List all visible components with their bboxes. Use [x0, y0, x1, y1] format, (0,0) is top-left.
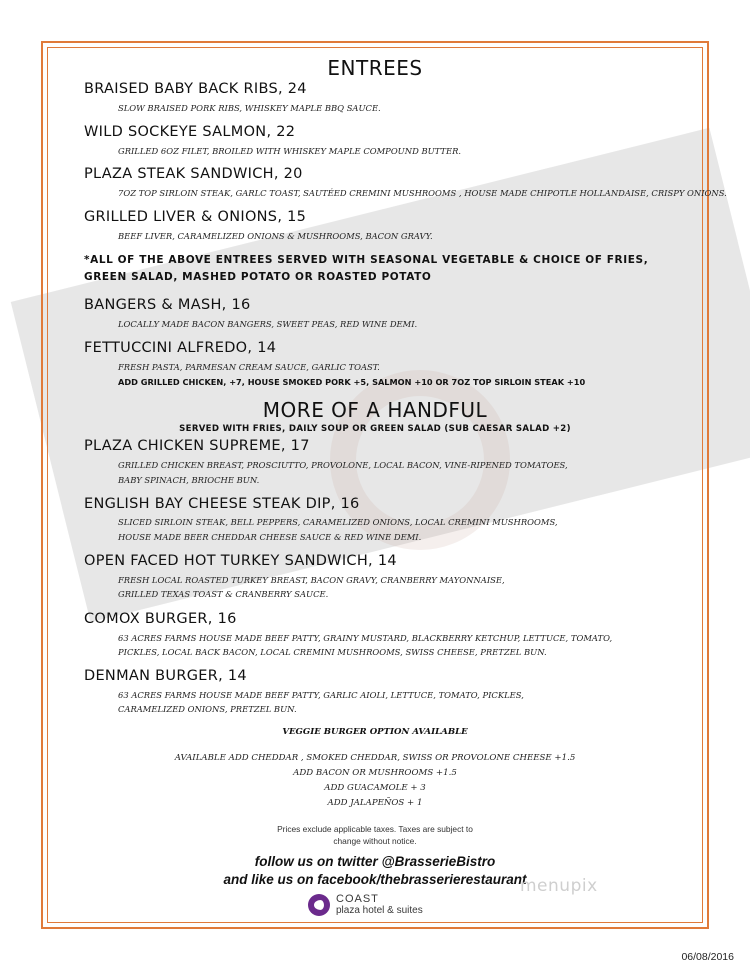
menu-item-title: PLAZA STEAK SANDWICH, 20 [84, 166, 303, 182]
menu-item-desc: 63 ACRES FARMS HOUSE MADE BEEF PATTY, GRAINY MUSTARD, BLACKBERRY KETCHUP, LETTUCE, TOMATO, [118, 633, 613, 643]
extra-option: AVAILABLE ADD CHEDDAR , SMOKED CHEDDAR, SWISS OR PROVOLONE CHEESE +1.5 [174, 753, 576, 763]
veggie-option: VEGGIE BURGER OPTION AVAILABLE [282, 727, 468, 737]
menu-item-desc: SLOW BRAISED PORK RIBS, WHISKEY MAPLE BBQ SAUCE. [118, 103, 381, 113]
menu-item-title: BANGERS & MASH, 16 [84, 297, 251, 313]
menu-item-desc: LOCALLY MADE BACON BANGERS, SWEET PEAS, RED WINE DEMI. [118, 319, 418, 329]
menu-item-title: DENMAN BURGER, 14 [84, 668, 247, 684]
menu-item-desc: 7OZ TOP SIRLOIN STEAK, GARLC TOAST, SAUTÉED CREMINI MUSHROOMS , HOUSE MADE CHIPOTLE HOLLANDAISE, CRISPY ONIONS. [118, 188, 727, 198]
menu-item-title: COMOX BURGER, 16 [84, 611, 237, 627]
coast-logo [308, 892, 423, 918]
tax-notice: change without notice. [333, 836, 417, 846]
menu-item-desc: GRILLED 6OZ FILET, BROILED WITH WHISKEY MAPLE COMPOUND BUTTER. [118, 146, 462, 156]
handful-heading: MORE OF A HANDFUL [262, 398, 488, 422]
menu-item-desc: GRILLED CHICKEN BREAST, PROSCIUTTO, PROVOLONE, LOCAL BACON, VINE-RIPENED TOMATOES, [118, 460, 568, 470]
entrees-sides-note: GREEN SALAD, MASHED POTATO OR ROASTED POTATO [84, 271, 432, 283]
menu-item-title: OPEN FACED HOT TURKEY SANDWICH, 14 [84, 553, 397, 569]
menu-item-desc: CARAMELIZED ONIONS, PRETZEL BUN. [118, 704, 297, 714]
twitter-link[interactable]: follow us on twitter @BrasserieBistro [254, 854, 496, 869]
extra-option: ADD GUACAMOLE + 3 [324, 783, 426, 793]
menu-item-desc: BABY SPINACH, BRIOCHE BUN. [118, 475, 260, 485]
menu-item-title: ENGLISH BAY CHEESE STEAK DIP, 16 [84, 496, 360, 512]
menu-item-desc: PICKLES, LOCAL BACK BACON, LOCAL CREMINI MUSHROOMS, SWISS CHEESE, PRETZEL BUN. [118, 647, 547, 657]
menu-item-desc: GRILLED TEXAS TOAST & CRANBERRY SAUCE. [118, 589, 329, 599]
facebook-link[interactable]: and like us on facebook/thebrasserierestaurant [223, 872, 527, 887]
tax-notice: Prices exclude applicable taxes. Taxes are subject to [277, 824, 473, 834]
entrees-sides-note: *ALL OF THE ABOVE ENTREES SERVED WITH SEASONAL VEGETABLE & CHOICE OF FRIES, [84, 254, 649, 266]
coast-swirl-icon [308, 894, 330, 916]
logo-sub-text: plaza hotel & suites [336, 905, 423, 916]
menu-date: 06/08/2016 [681, 951, 734, 963]
menu-item-title: FETTUCCINI ALFREDO, 14 [84, 340, 277, 356]
menu-item-desc: 63 ACRES FARMS HOUSE MADE BEEF PATTY, GARLIC AIOLI, LETTUCE, TOMATO, PICKLES, [118, 690, 524, 700]
menu-item-desc: FRESH PASTA, PARMESAN CREAM SAUCE, GARLIC TOAST. [118, 362, 380, 372]
menu-item-desc: HOUSE MADE BEER CHEDDAR CHEESE SAUCE & RED WINE DEMI. [118, 532, 422, 542]
menu-item-title: BRAISED BABY BACK RIBS, 24 [84, 81, 307, 97]
handful-subheading: SERVED WITH FRIES, DAILY SOUP OR GREEN SALAD (SUB CAESAR SALAD +2) [179, 424, 571, 434]
logo-brand-text: COAST [336, 893, 379, 905]
menu-item-title: PLAZA CHICKEN SUPREME, 17 [84, 438, 310, 454]
extra-option: ADD JALAPEÑOS + 1 [327, 798, 423, 808]
menu-item-title: GRILLED LIVER & ONIONS, 15 [84, 209, 307, 225]
menu-item-title: WILD SOCKEYE SALMON, 22 [84, 124, 296, 140]
entrees-heading: ENTREES [327, 56, 423, 80]
extra-option: ADD BACON OR MUSHROOMS +1.5 [293, 768, 457, 778]
menu-item-desc: BEEF LIVER, CARAMELIZED ONIONS & MUSHROOMS, BACON GRAVY. [118, 231, 433, 241]
menu-item-desc: SLICED SIRLOIN STEAK, BELL PEPPERS, CARAMELIZED ONIONS, LOCAL CREMINI MUSHROOMS, [118, 517, 558, 527]
menupix-watermark: menupix [520, 876, 598, 896]
menu-item-desc: FRESH LOCAL ROASTED TURKEY BREAST, BACON GRAVY, CRANBERRY MAYONNAISE, [118, 575, 505, 585]
menu-item-addon: ADD GRILLED CHICKEN, +7, HOUSE SMOKED PORK +5, SALMON +10 OR 7OZ TOP SIRLOIN STEAK +10 [118, 377, 586, 387]
